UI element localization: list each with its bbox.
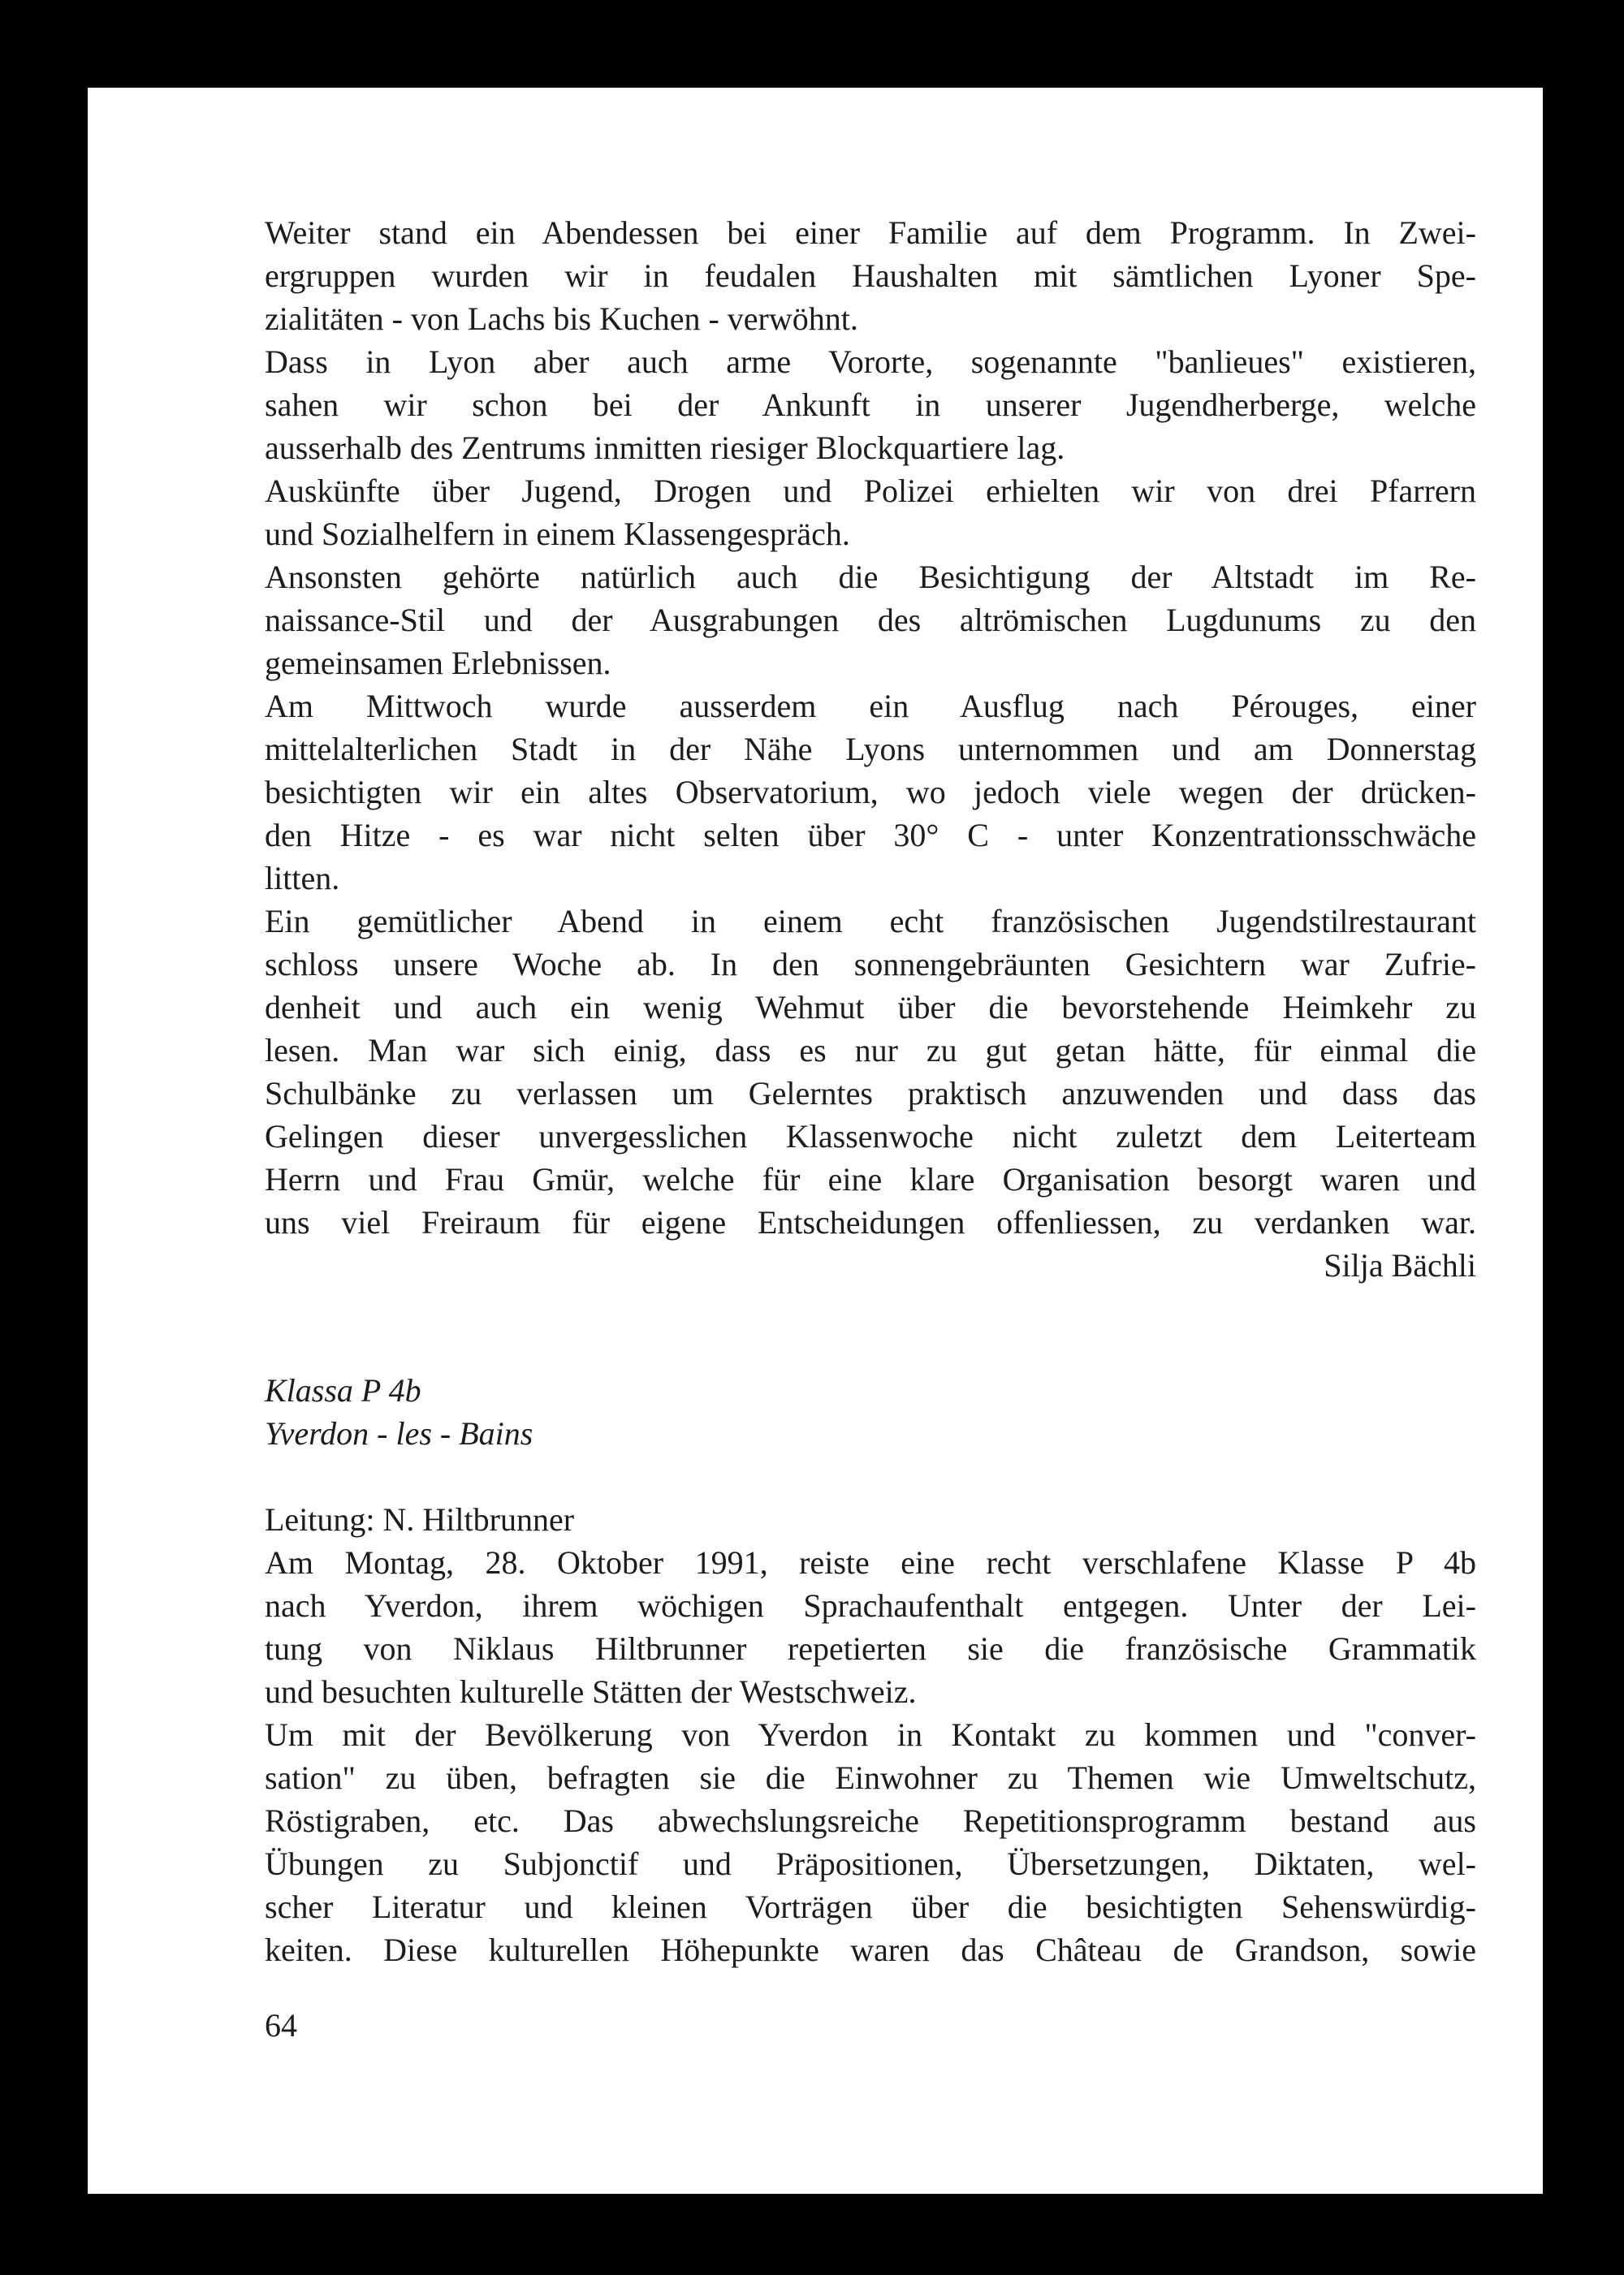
text-line: Röstigraben, etc. Das abwechslungsreiche Repetitionsprogramm bestand aus <box>265 1802 1476 1839</box>
place-title: Yverdon - les - Bains <box>265 1415 533 1452</box>
text-line: litten. <box>265 860 340 896</box>
text-line: den Hitze - es war nicht selten über 30° C - unter Konzentrationsschwäche <box>265 817 1476 853</box>
text-line: und besuchten kulturelle Stätten der Westschweiz. <box>265 1673 917 1710</box>
leader-line: Leitung: N. Hiltbrunner <box>265 1501 575 1538</box>
text-line: lesen. Man war sich einig, dass es nur zu gut getan hätte, für einmal die <box>265 1032 1476 1068</box>
text-line: Ein gemütlicher Abend in einem echt französischen Jugendstilrestaurant <box>265 903 1476 939</box>
class-title: Klassa P 4b <box>265 1372 421 1409</box>
text-line: Dass in Lyon aber auch arme Vororte, sogenannte "banlieues" existieren, <box>265 343 1476 380</box>
page-number: 64 <box>265 2007 297 2044</box>
text-line: scher Literatur und kleinen Vorträgen über die besichtigten Sehenswürdig- <box>265 1889 1476 1925</box>
text-line: Weiter stand ein Abendessen bei einer Familie auf dem Programm. In Zwei- <box>265 214 1476 251</box>
text-line: sation" zu üben, befragten sie die Einwohner zu Themen wie Umweltschutz, <box>265 1759 1476 1796</box>
text-line: Ansonsten gehörte natürlich auch die Besichtigung der Altstadt im Re- <box>265 559 1476 595</box>
author-signature: Silja Bächli <box>1324 1247 1476 1284</box>
text-line: besichtigten wir ein altes Observatorium, wo jedoch viele wegen der drücken- <box>265 774 1476 810</box>
text-line: schloss unsere Woche ab. In den sonnengebräunten Gesichtern war Zufrie- <box>265 946 1476 982</box>
text-line: Gelingen dieser unvergesslichen Klassenwoche nicht zuletzt dem Leiterteam <box>265 1118 1476 1155</box>
document-page <box>88 88 1543 2194</box>
text-line: ausserhalb des Zentrums inmitten riesiger Blockquartiere lag. <box>265 430 1065 466</box>
text-line: und Sozialhelfern in einem Klassengespräch. <box>265 516 850 552</box>
text-line: denheit und auch ein wenig Wehmut über die bevorstehende Heimkehr zu <box>265 989 1476 1025</box>
text-line: sahen wir schon bei der Ankunft in unserer Jugendherberge, welche <box>265 386 1476 423</box>
text-line: Am Mittwoch wurde ausserdem ein Ausflug nach Pérouges, einer <box>265 688 1476 724</box>
text-line: Übungen zu Subjonctif und Präpositionen, Übersetzungen, Diktaten, wel- <box>265 1845 1476 1882</box>
section1-body <box>265 211 1476 1287</box>
text-line: ergruppen wurden wir in feudalen Haushalten mit sämtlichen Lyoner Spe- <box>265 257 1476 294</box>
text-line: Um mit der Bevölkerung von Yverdon in Kontakt zu kommen und "conver- <box>265 1716 1476 1753</box>
text-line: Auskünfte über Jugend, Drogen und Polizei erhielten wir von drei Pfarrern <box>265 473 1476 509</box>
text-line: naissance-Stil und der Ausgrabungen des altrömischen Lugdunums zu den <box>265 602 1476 638</box>
text-line: tung von Niklaus Hiltbrunner repetierten sie die französische Grammatik <box>265 1630 1476 1667</box>
section2-body <box>265 1498 1476 1971</box>
text-line: zialitäten - von Lachs bis Kuchen - verwöhnt. <box>265 300 858 337</box>
text-line: Herrn und Frau Gmür, welche für eine klare Organisation besorgt waren und <box>265 1161 1476 1198</box>
section2-heading <box>265 1369 1476 1455</box>
text-line: keiten. Diese kulturellen Höhepunkte waren das Château de Grandson, sowie <box>265 1932 1476 1968</box>
text-line: gemeinsamen Erlebnissen. <box>265 645 611 681</box>
text-line: mittelalterlichen Stadt in der Nähe Lyons unternommen und am Donnerstag <box>265 731 1476 767</box>
text-line: Am Montag, 28. Oktober 1991, reiste eine recht verschlafene Klasse P 4b <box>265 1544 1476 1581</box>
text-line: uns viel Freiraum für eigene Entscheidungen offenliessen, zu verdanken war. <box>265 1204 1476 1241</box>
text-line: Schulbänke zu verlassen um Gelerntes praktisch anzuwenden und dass das <box>265 1075 1476 1112</box>
text-line: nach Yverdon, ihrem wöchigen Sprachaufenthalt entgegen. Unter der Lei- <box>265 1587 1476 1624</box>
